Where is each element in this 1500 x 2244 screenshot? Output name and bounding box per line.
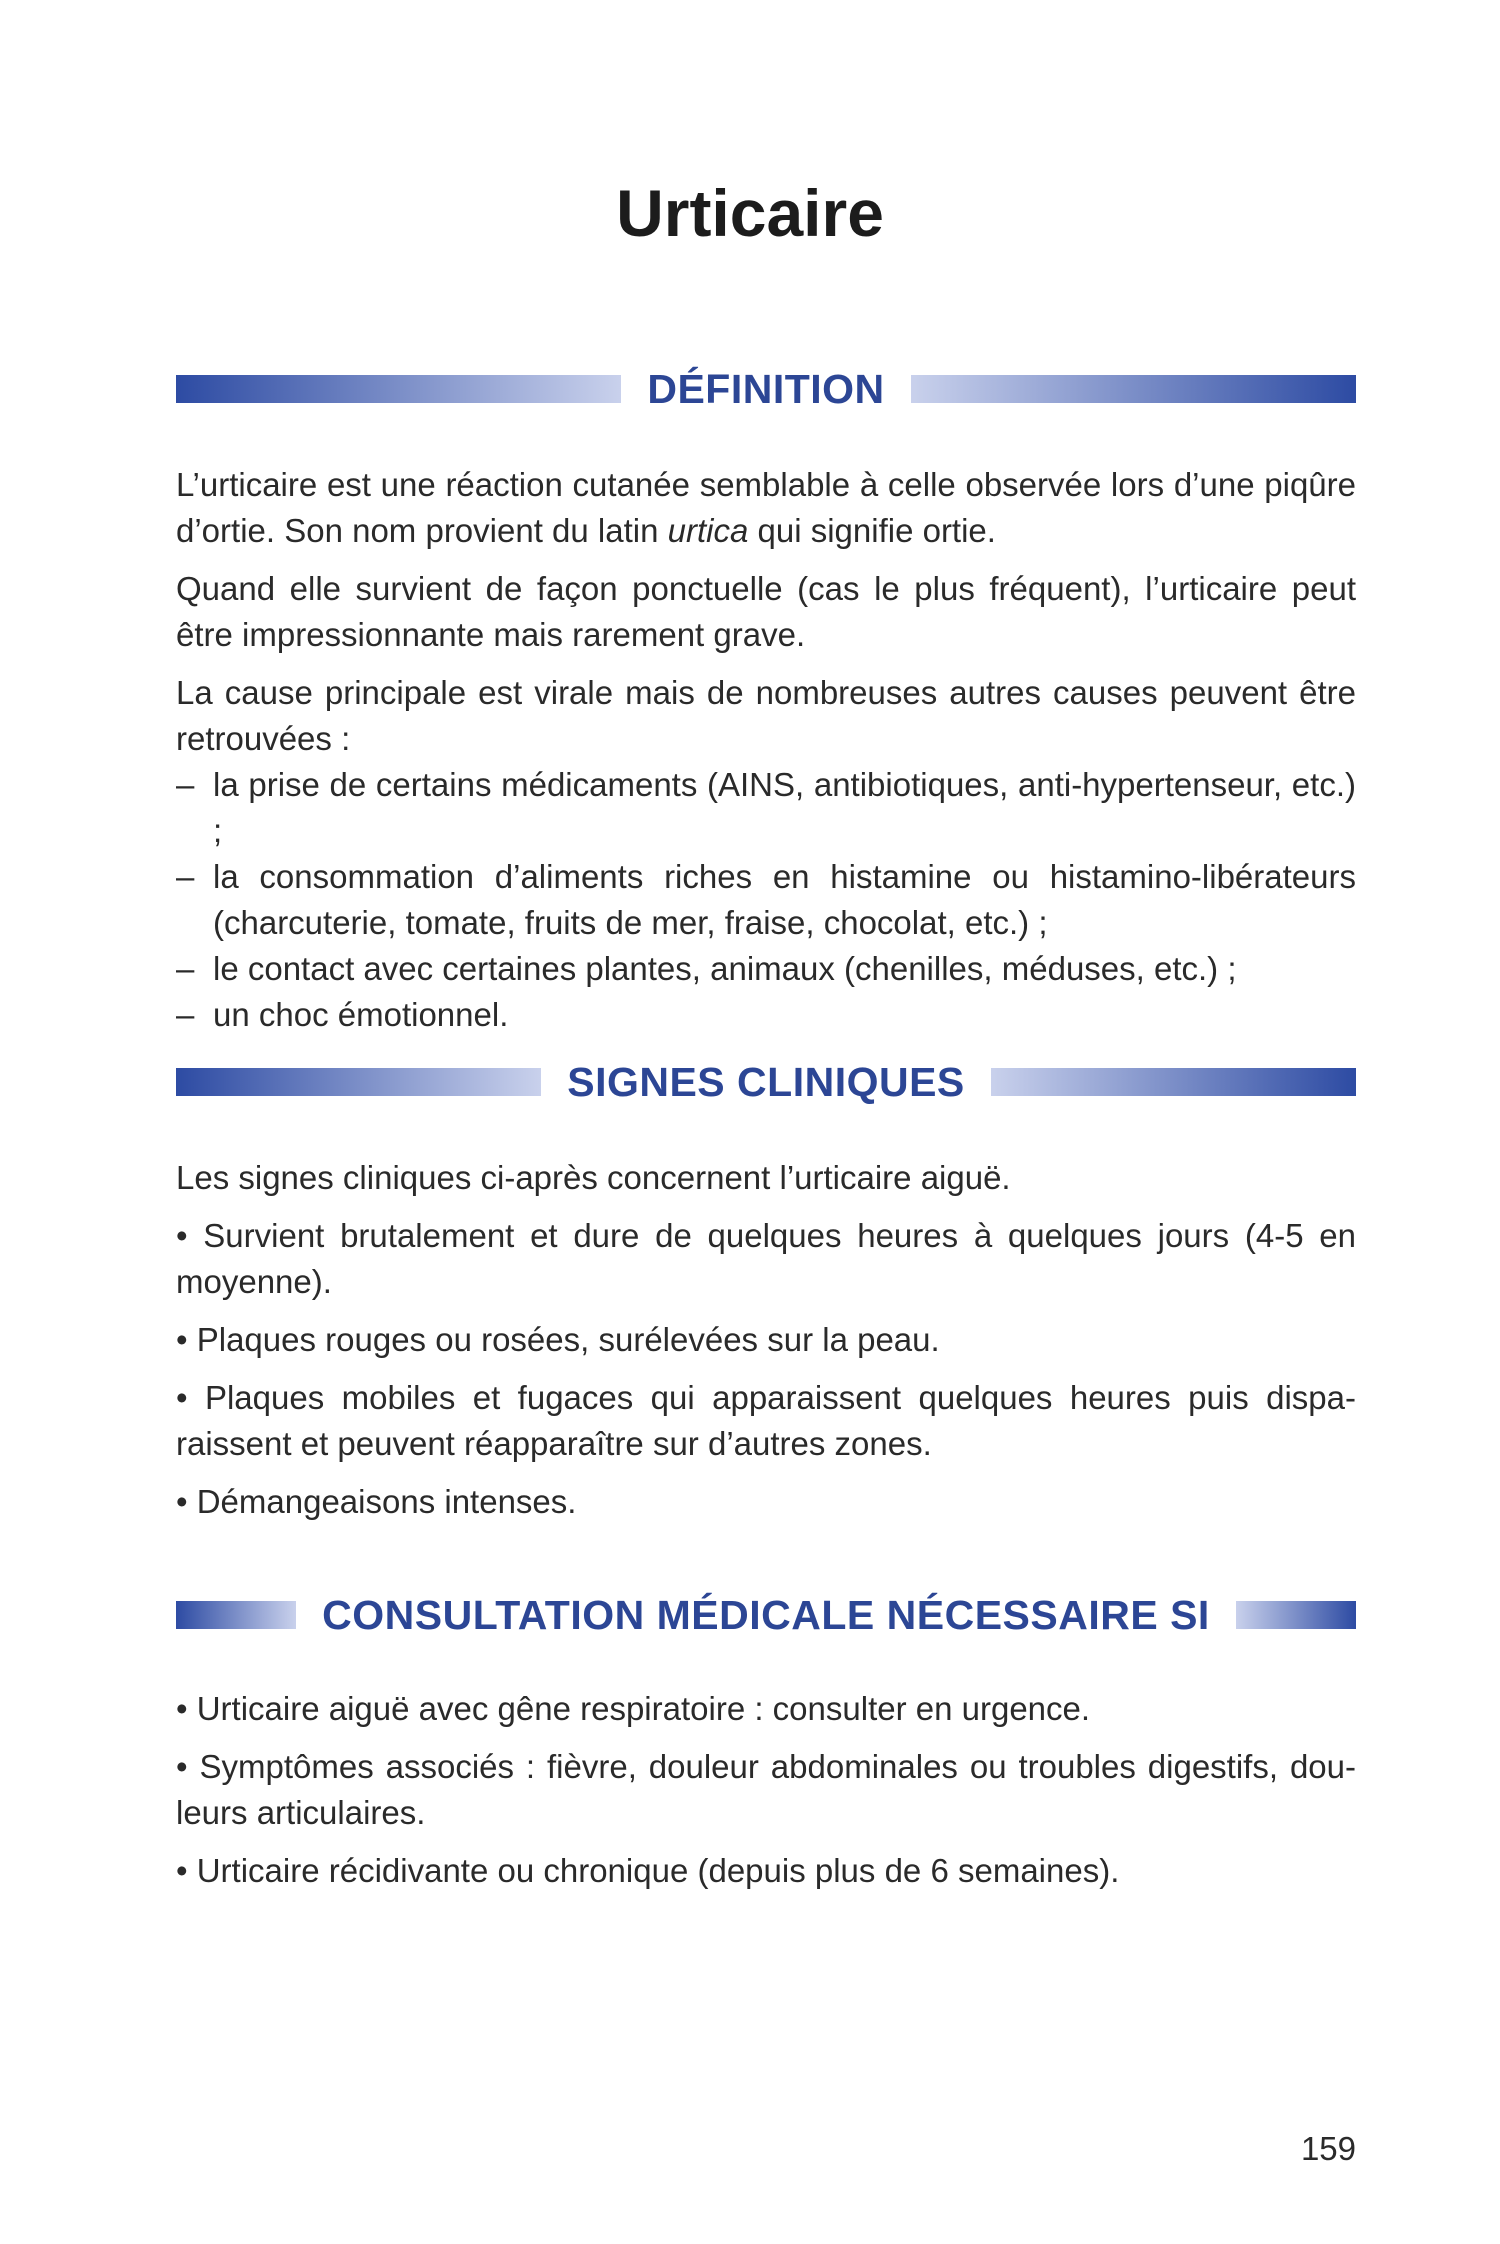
page-number: 159 bbox=[1300, 2130, 1356, 2167]
header-bar-left bbox=[176, 1601, 296, 1629]
header-bar-right bbox=[911, 375, 1356, 403]
section-title-signes: SIGNES CLINIQUES bbox=[567, 1058, 965, 1105]
signes-intro: Les signes cliniques ci-après concernent l’urticaire aiguë. bbox=[176, 1159, 1011, 1196]
latin-term: urtica bbox=[667, 512, 749, 549]
page-title: Urticaire bbox=[616, 176, 884, 250]
consultation-item: • Urticaire aiguë avec gêne respiratoire : consulter en urgence. bbox=[176, 1690, 1091, 1727]
cause-item: – la consommation d’aliments riches en histamine ou histamino-libérateurs (charcuterie, tomate, fruits de mer, fraise, chocolat, etc.) ; bbox=[176, 854, 1356, 946]
signe-item: • Démangeaisons intenses. bbox=[176, 1483, 577, 1520]
consultation-item: • Symptômes associés : fièvre, douleur abdominales ou troubles digestifs, douleurs articulaires. bbox=[176, 1748, 1356, 1831]
header-bar-left bbox=[176, 1068, 541, 1096]
definition-paragraph-2: Quand elle survient de façon ponctuelle (cas le plus fréquent), l’urticaire peut être impressionnante mais rarement grave. bbox=[176, 570, 1356, 653]
section-header-consultation bbox=[176, 1585, 1356, 1645]
signe-item: • Plaques rouges ou rosées, surélevées sur la peau. bbox=[176, 1321, 940, 1358]
header-bar-right bbox=[991, 1068, 1356, 1096]
signe-item: • Survient brutalement et dure de quelques heures à quelques jours (4-5 en moyenne). bbox=[176, 1217, 1356, 1300]
definition-text: L’urticaire est une réaction cutanée semblable à celle observée lors d’une piqûre d’ortie. Son nom provient du latin bbox=[176, 466, 1356, 549]
section-title-definition: DÉFINITION bbox=[647, 365, 885, 412]
header-bar-right bbox=[1236, 1601, 1356, 1629]
section-title-consultation: CONSULTATION MÉDICALE NÉCESSAIRE SI bbox=[322, 1591, 1210, 1638]
cause-item: – le contact avec certaines plantes, animaux (chenilles, méduses, etc.) ; bbox=[176, 946, 1356, 992]
causes-list bbox=[176, 762, 1356, 1038]
section-header-signes bbox=[176, 1052, 1356, 1112]
definition-body bbox=[176, 462, 1356, 1038]
section-header-definition bbox=[176, 359, 1356, 419]
definition-paragraph-1 bbox=[176, 462, 1356, 554]
definition-text-end: qui signifie ortie. bbox=[748, 512, 996, 549]
signes-body bbox=[176, 1155, 1356, 1537]
header-bar-left bbox=[176, 375, 621, 403]
cause-item: – la prise de certains médicaments (AINS, antibiotiques, anti-hypertenseur, etc.) ; bbox=[176, 762, 1356, 854]
cause-item: – un choc émotionnel. bbox=[176, 992, 1356, 1038]
definition-paragraph-3: La cause principale est virale mais de nombreuses autres causes peuvent être retrouvées : bbox=[176, 674, 1356, 757]
signes-list bbox=[176, 1213, 1356, 1525]
signe-item: • Plaques mobiles et fugaces qui apparaissent quelques heures puis disparaissent et peuvent réapparaître sur d’autres zones. bbox=[176, 1379, 1356, 1462]
consultation-body bbox=[176, 1686, 1356, 1906]
consultation-list bbox=[176, 1686, 1356, 1894]
consultation-item: • Urticaire récidivante ou chronique (depuis plus de 6 semaines). bbox=[176, 1852, 1120, 1889]
